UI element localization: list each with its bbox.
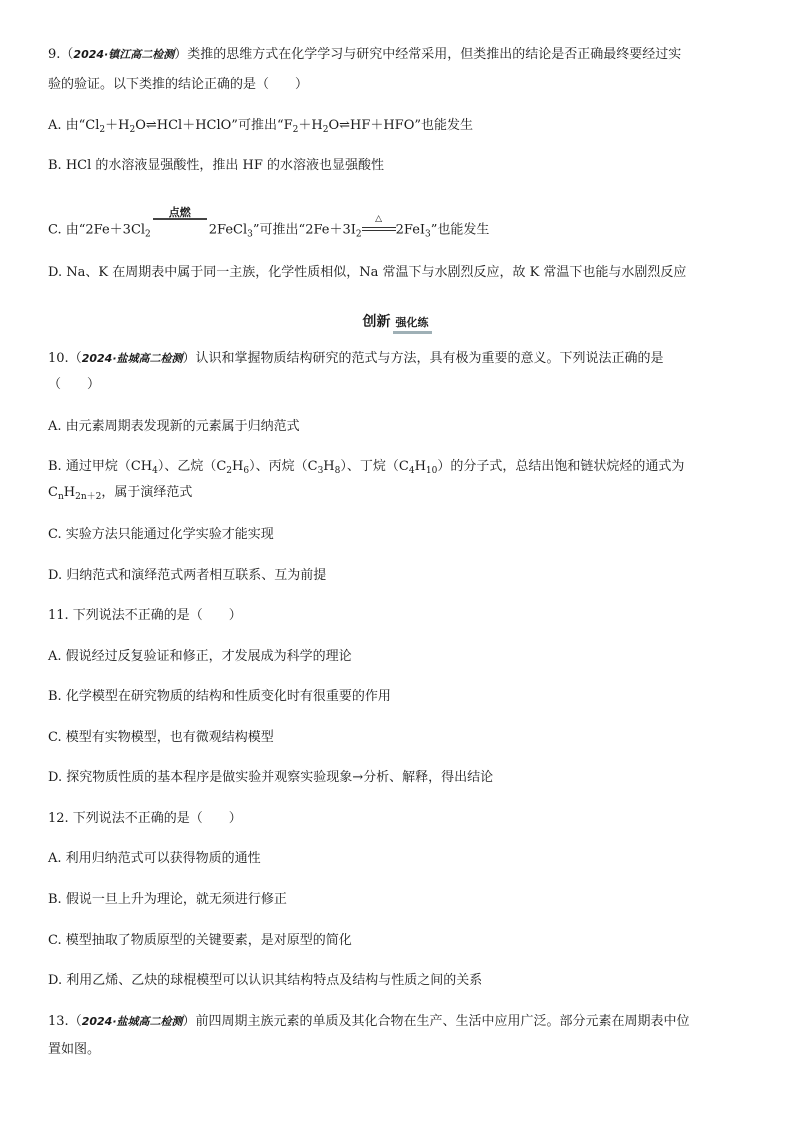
q9-c-text: 2FeCl (208, 222, 248, 238)
q10-stem-text-1: 认识和掌握物质结构研究的范式与方法，具有极为重要的意义。下列说法正确的是 (195, 351, 664, 366)
q13-source-open: （ (68, 1014, 82, 1029)
q10-b-text: H (414, 459, 426, 474)
subscript: 6 (243, 466, 250, 476)
q10-b-text: ，属于演绎范式 (101, 485, 193, 500)
subscript: 3 (247, 229, 253, 240)
q10-b-text: B. 通过甲烷（CH (48, 459, 153, 474)
q10-b-text: ）、乙烷（C (157, 459, 227, 474)
ignition-arrow (151, 206, 209, 239)
subscript: 2 (226, 466, 233, 476)
equals-line (362, 227, 396, 228)
q9-c-text: ”也能发生 (430, 222, 490, 238)
q9-c-text: 2FeI (395, 222, 426, 238)
q13-source: 2024·盐城高二检测 (81, 1015, 183, 1028)
q9-stem-text-1: 类推的思维方式在化学学习与研究中经常采用，但类推出的结论是否正确最终要经过实 (187, 47, 682, 62)
q12-stem: 12. 下列说法不正确的是（ ） (48, 811, 242, 826)
reaction-bar (153, 218, 207, 220)
q10-source: 2024·盐城高二检测 (81, 352, 183, 365)
q9-c-text: C. 由“2Fe＋3Cl (48, 222, 146, 238)
subscript: 3 (425, 229, 431, 240)
subscript: 2 (355, 229, 362, 240)
q12-option-c: C. 模型抽取了物质原型的关键要素，是对原型的简化 (48, 933, 352, 948)
q11-option-a: A. 假说经过反复验证和修正，才发展成为科学的理论 (48, 649, 352, 664)
q9-stem-line-1 (48, 46, 681, 64)
q9-c-text: ”可推出“2Fe＋3I (252, 222, 356, 238)
q10-stem-line-1 (48, 350, 664, 368)
equals-line (362, 230, 396, 231)
q9-a-text: O⇌HF＋HFO”也能发生 (328, 118, 474, 133)
q10-option-d: D. 归纳范式和演绎范式两者相互联系、互为前提 (48, 568, 327, 583)
q9-number: 9. (48, 47, 61, 62)
q10-b-text: C (48, 485, 58, 500)
q10-b-text: ）、丙烷（C (249, 459, 318, 474)
q10-b-text: ）、丁烷（C (340, 459, 409, 474)
q12-option-a: A. 利用归纳范式可以获得物质的通性 (48, 851, 261, 866)
subscript: 3 (317, 466, 324, 476)
q13-stem-line-1 (48, 1013, 690, 1031)
q9-a-text: ＋H (298, 118, 323, 133)
subscript: 10 (425, 466, 438, 476)
q13-stem-line-2: 置如图。 (48, 1042, 101, 1057)
q9-option-c (48, 206, 490, 240)
q9-option-b: B. HCl 的水溶液显强酸性，推出 HF 的水溶液也显强酸性 (48, 158, 385, 173)
q12-option-b: B. 假说一旦上升为理论，就无须进行修正 (48, 892, 287, 907)
q10-option-a: A. 由元素周期表发现新的元素属于归纳范式 (48, 419, 300, 434)
q10-b-text: H (232, 459, 244, 474)
q9-option-a (48, 117, 473, 135)
section-title: 创新 (362, 314, 391, 330)
q11-stem: 11. 下列说法不正确的是（ ） (48, 608, 242, 623)
q9-option-d: D. Na、K 在周期表中属于同一主族，化学性质相似，Na 常温下与水剧烈反应，故 K 常温下也能与水剧烈反应 (48, 265, 687, 280)
q9-a-text: O⇌HCl＋HClO”可推出“F (135, 118, 293, 133)
subscript: 2n＋2 (75, 492, 102, 502)
q10-option-b-line-1 (48, 458, 684, 476)
q9-a-text: A. 由“Cl (48, 118, 100, 133)
q13-stem-text-1: 前四周期主族元素的单质及其化合物在生产、生活中应用广泛。部分元素在周期表中位 (195, 1014, 690, 1029)
q10-source-close: ） (182, 351, 196, 366)
subscript: 4 (152, 466, 158, 476)
subscript: n (57, 492, 64, 502)
q10-b-text: H (63, 485, 76, 500)
q9-source-open: （ (60, 47, 74, 62)
subscript: 2 (99, 125, 106, 135)
q10-b-text: ）的分子式，总结出饱和链状烷烃的通式为 (437, 459, 685, 474)
heating-equals-sign (362, 214, 396, 239)
q13-source-close: ） (182, 1014, 196, 1029)
q12-option-d: D. 利用乙烯、乙炔的球棍模型可以认识其结构特点及结构与性质之间的关系 (48, 973, 483, 988)
subscript: 2 (129, 125, 136, 135)
q11-option-c: C. 模型有实物模型，也有微观结构模型 (48, 730, 274, 745)
q10-b-text: H (323, 459, 335, 474)
q11-option-b: B. 化学模型在研究物质的结构和性质变化时有很重要的作用 (48, 689, 391, 704)
q9-stem-line-2: 验的验证。以下类推的结论正确的是（ ） (48, 77, 309, 92)
q13-number: 13. (48, 1014, 69, 1029)
q9-a-text: ＋H (105, 118, 130, 133)
section-heading (0, 311, 794, 334)
subscript: 4 (408, 466, 415, 476)
q9-source-close: ） (174, 47, 188, 62)
q10-source-open: （ (68, 351, 82, 366)
q9-source: 2024·镇江高二检测 (73, 48, 175, 61)
subscript: 2 (292, 125, 299, 135)
q11-option-d: D. 探究物质性质的基本程序是做实验并观察实验现象→分析、解释，得出结论 (48, 770, 494, 785)
ignition-condition: 点燃 (168, 206, 191, 219)
q10-stem-line-2: （ ） (48, 377, 101, 392)
subscript: 8 (334, 466, 341, 476)
subscript: 2 (145, 229, 151, 240)
q10-number: 10. (48, 351, 69, 366)
q10-option-c: C. 实验方法只能通过化学实验才能实现 (48, 527, 274, 542)
subscript: 2 (322, 125, 329, 135)
q10-option-b-line-2 (48, 484, 192, 502)
section-tag: 强化练 (393, 314, 432, 334)
heat-triangle-icon: △ (375, 214, 383, 224)
